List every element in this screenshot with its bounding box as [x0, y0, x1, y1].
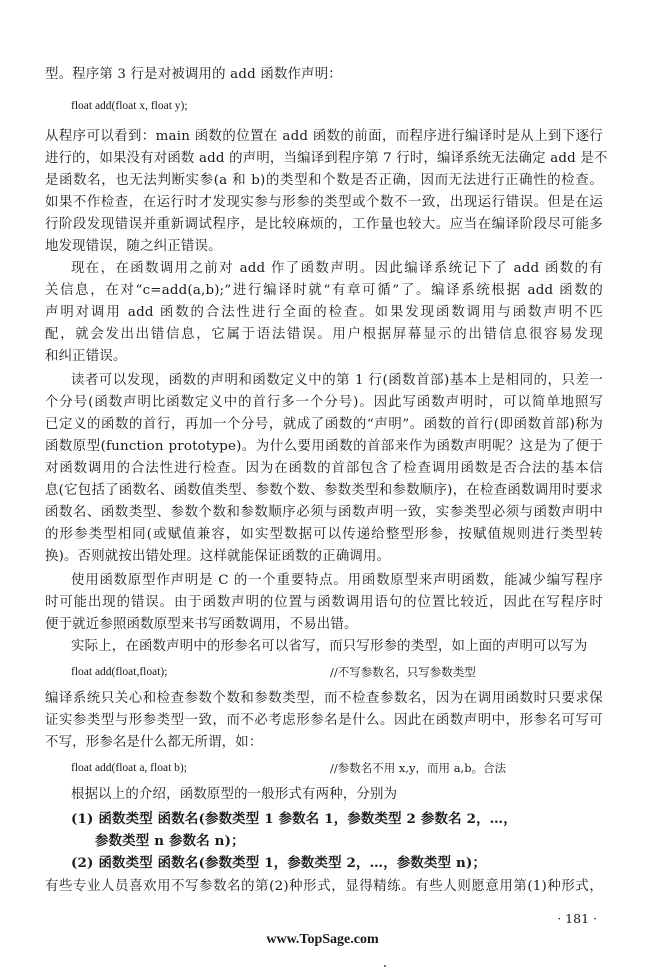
text-line: 型。程序第 3 行是对被调用的 add 函数作声明：	[45, 67, 342, 82]
text-line: 根据以上的介绍，函数原型的一般形式有两种，分别为	[71, 787, 398, 802]
text-line: 函数原型(function prototype)。为什么要用函数的首部来作为函数声明呢？这是为了便于	[45, 439, 603, 454]
text-line: 函数名、函数类型、参数个数和参数顺序必须与函数声明一致，实参类型必须与函数声明中	[45, 505, 603, 520]
code-comment: //不写参数名，只写参数类型	[330, 665, 476, 679]
text-line: 配，就会发出出错信息，它属于语法错误。用户根据屏幕显示的出错信息很容易发现	[45, 327, 603, 342]
text-line: 是函数名，也无法判断实参(a 和 b)的类型和个数是否正确，因而无法进行正确性的检查。	[45, 173, 603, 188]
text-line: 对函数调用的合法性进行检查。因为在函数的首部包含了检查调用函数是否合法的基本信	[45, 461, 603, 476]
code-line: float add(float,float);	[71, 666, 168, 678]
scan-speck	[384, 965, 386, 967]
text-line: 进行的，如果没有对函数 add 的声明，当编译到程序第 7 行时，编译系统无法确定 add 是不	[45, 151, 608, 166]
text-line: 的形参类型相同(或赋值兼容，如实型数据可以传递给整型形参，按赋值规则进行类型转	[45, 527, 603, 542]
text-line: 息(它包括了函数名、函数值类型、参数个数、参数类型和参数顺序)，在检查函数调用时要求	[45, 483, 603, 498]
text-line: 地发现错误，随之纠正错误。	[45, 239, 222, 254]
text-line: 参数类型 n 参数名 n)；	[95, 833, 245, 849]
text-line: 实际上，在函数声明中的形参名可以省写，而只写形参的类型，如上面的声明可以写为	[71, 639, 588, 654]
text-line: 使用函数原型作声明是 C 的一个重要特点。用函数原型来声明函数，能减少编写程序	[71, 573, 603, 588]
text-line: 如果不作检查，在运行时才发现实参与形参的类型或个数不一致，出现运行错误。但是在运	[45, 195, 603, 210]
text-line: 从程序可以看到：main 函数的位置在 add 函数的前面，而程序进行编译时是从上到下逐行	[45, 129, 603, 144]
footer-watermark-url: www.TopSage.com	[266, 932, 379, 947]
page-number: · 181 ·	[557, 911, 597, 926]
text-line: 和纠正错误。	[45, 349, 127, 364]
text-line: 声明对调用 add 函数的合法性进行全面的检查。如果发现函数调用与函数声明不匹	[45, 305, 603, 320]
text-line: 关信息，在对“c=add(a,b);”进行编译时就“有章可循”了。编译系统根据 add 函数的	[45, 283, 603, 298]
text-line: (2) 函数类型 函数名(参数类型 1，参数类型 2，…，参数类型 n)；	[71, 855, 487, 871]
text-line: 证实参类型与形参类型一致，而不必考虑形参名是什么。因此在函数声明中，形参名可写可	[45, 713, 603, 728]
text-line: 行阶段发现错误并重新调试程序，是比较麻烦的，工作量也较大。应当在编译阶段尽可能多	[45, 217, 603, 232]
code-comment: //参数名不用 x,y，而用 a,b。合法	[330, 761, 507, 775]
text-line: (1) 函数类型 函数名(参数类型 1 参数名 1，参数类型 2 参数名 2，…，	[71, 811, 517, 827]
text-line: 个分号(函数声明比函数定义中的首行多一个分号)。因此写函数声明时，可以简单地照写	[45, 395, 603, 410]
text-line: 不写，形参名是什么都无所谓，如：	[45, 735, 263, 750]
text-line: 读者可以发现，函数的声明和函数定义中的第 1 行(函数首部)基本上是相同的，只差一	[71, 373, 603, 388]
code-line: float add(float x, float y);	[71, 100, 188, 112]
text-line: 时可能出现的错误。由于函数声明的位置与函数调用语句的位置比较近，因此在写程序时	[45, 595, 603, 610]
text-line: 编译系统只关心和检查参数个数和参数类型，而不检查参数名，因为在调用函数时只要求保	[45, 691, 603, 706]
code-line: float add(float a, float b);	[71, 762, 187, 774]
text-line: 已定义的函数的首行，再加一个分号，就成了函数的“声明”。函数的首行(即函数首部)称为	[45, 417, 603, 432]
text-line: 换)。否则就按出错处理。这样就能保证函数的正确调用。	[45, 549, 391, 564]
text-line: 便于就近参照函数原型来书写函数调用，不易出错。	[45, 617, 358, 632]
text-line: 有些专业人员喜欢用不写参数名的第(2)种形式，显得精练。有些人则愿意用第(1)种形式，	[45, 879, 603, 894]
text-line: 现在，在函数调用之前对 add 作了函数声明。因此编译系统记下了 add 函数的有	[71, 261, 603, 276]
